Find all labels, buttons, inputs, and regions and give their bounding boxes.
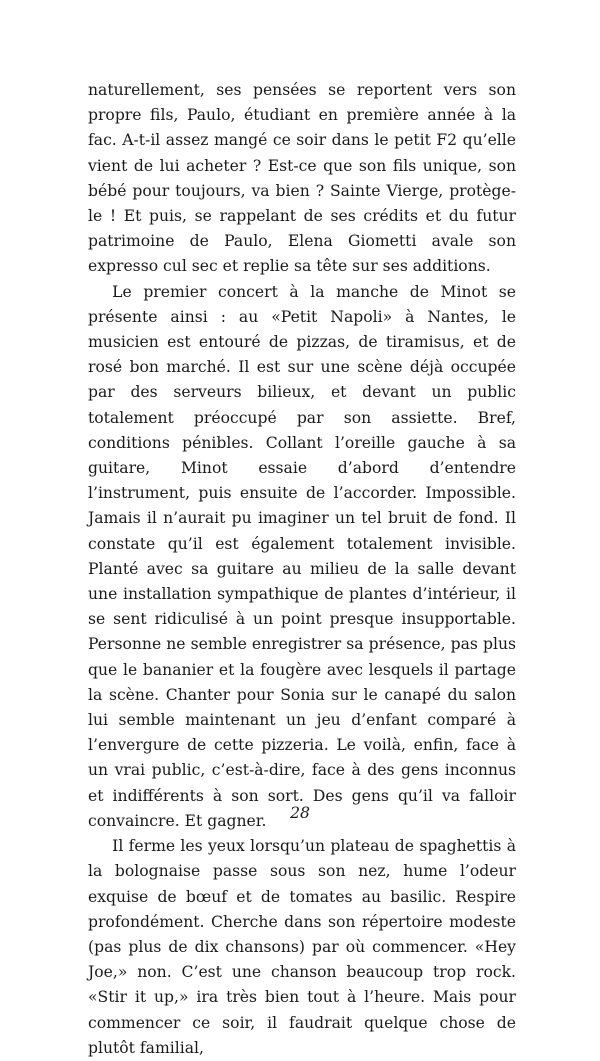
paragraph-continued: naturellement, ses pensées se reportent vers son propre fils, Paulo, étudiant en première année à la fac. A-t-il assez mangé ce soir dans le petit F2 qu’elle vient de lui acheter ? Est-ce que son fils unique, son bébé pour toujours, va bien ? Sainte Vierge, protège-le ! Et puis, se rappelant de ses crédits et du futur patrimoine de Paulo, Elena Giometti avale son expresso cul sec et replie sa tête sur ses additions. xyxy=(88,81,516,276)
page-body xyxy=(88,78,516,1061)
paragraph-concert: Le premier concert à la manche de Minot se présente ainsi : au «Petit Napoli» à Nantes, le musicien est entouré de pizzas, de tiramisus, et de rosé bon marché. Il est sur une scène déjà occupée par des serveurs bilieux, et devant un public totalement préoccupé par son assiette. Bref, conditions pénibles. Collant l’oreille gauche à sa guitare, Minot essaie d’abord d’entendre l’instrument, puis ensuite de l’accorder. Impossible. Jamais il n’aurait pu imaginer un tel bruit de fond. Il constate qu’il est également totalement invisible. Planté avec sa guitare au milieu de la salle devant une installation sympathique de plantes d’intérieur, il se sent ridiculisé à un point presque insupportable. Personne ne semble enregistrer sa présence, pas plus que le bananier et la fougère avec lesquels il partage la scène. Chanter pour Sonia sur le canapé du salon lui semble maintenant un jeu d’enfant comparé à l’envergure de cette pizzeria. Le voilà, enfin, face à un vrai public, c’est-à-dire, face à des gens inconnus et indifférents à son sort. Des gens qu’il va falloir convaincre. Et gagner. xyxy=(88,282,516,830)
paragraph-spaghettis: Il ferme les yeux lorsqu’un plateau de spaghettis à la bolognaise passe sous son nez, hume l’odeur exquise de bœuf et de tomates au basilic. Respire profondément. Cherche dans son répertoire modeste (pas plus de dix chansons) par où commencer. «Hey Joe,» non. C’est une chanson beaucoup trop rock. «Stir it up,» ira très bien tout à l’heure. Mais pour commencer ce soir, il faudrait quelque chose de plutôt familial, xyxy=(88,837,516,1057)
page-number: 28 xyxy=(290,804,310,822)
